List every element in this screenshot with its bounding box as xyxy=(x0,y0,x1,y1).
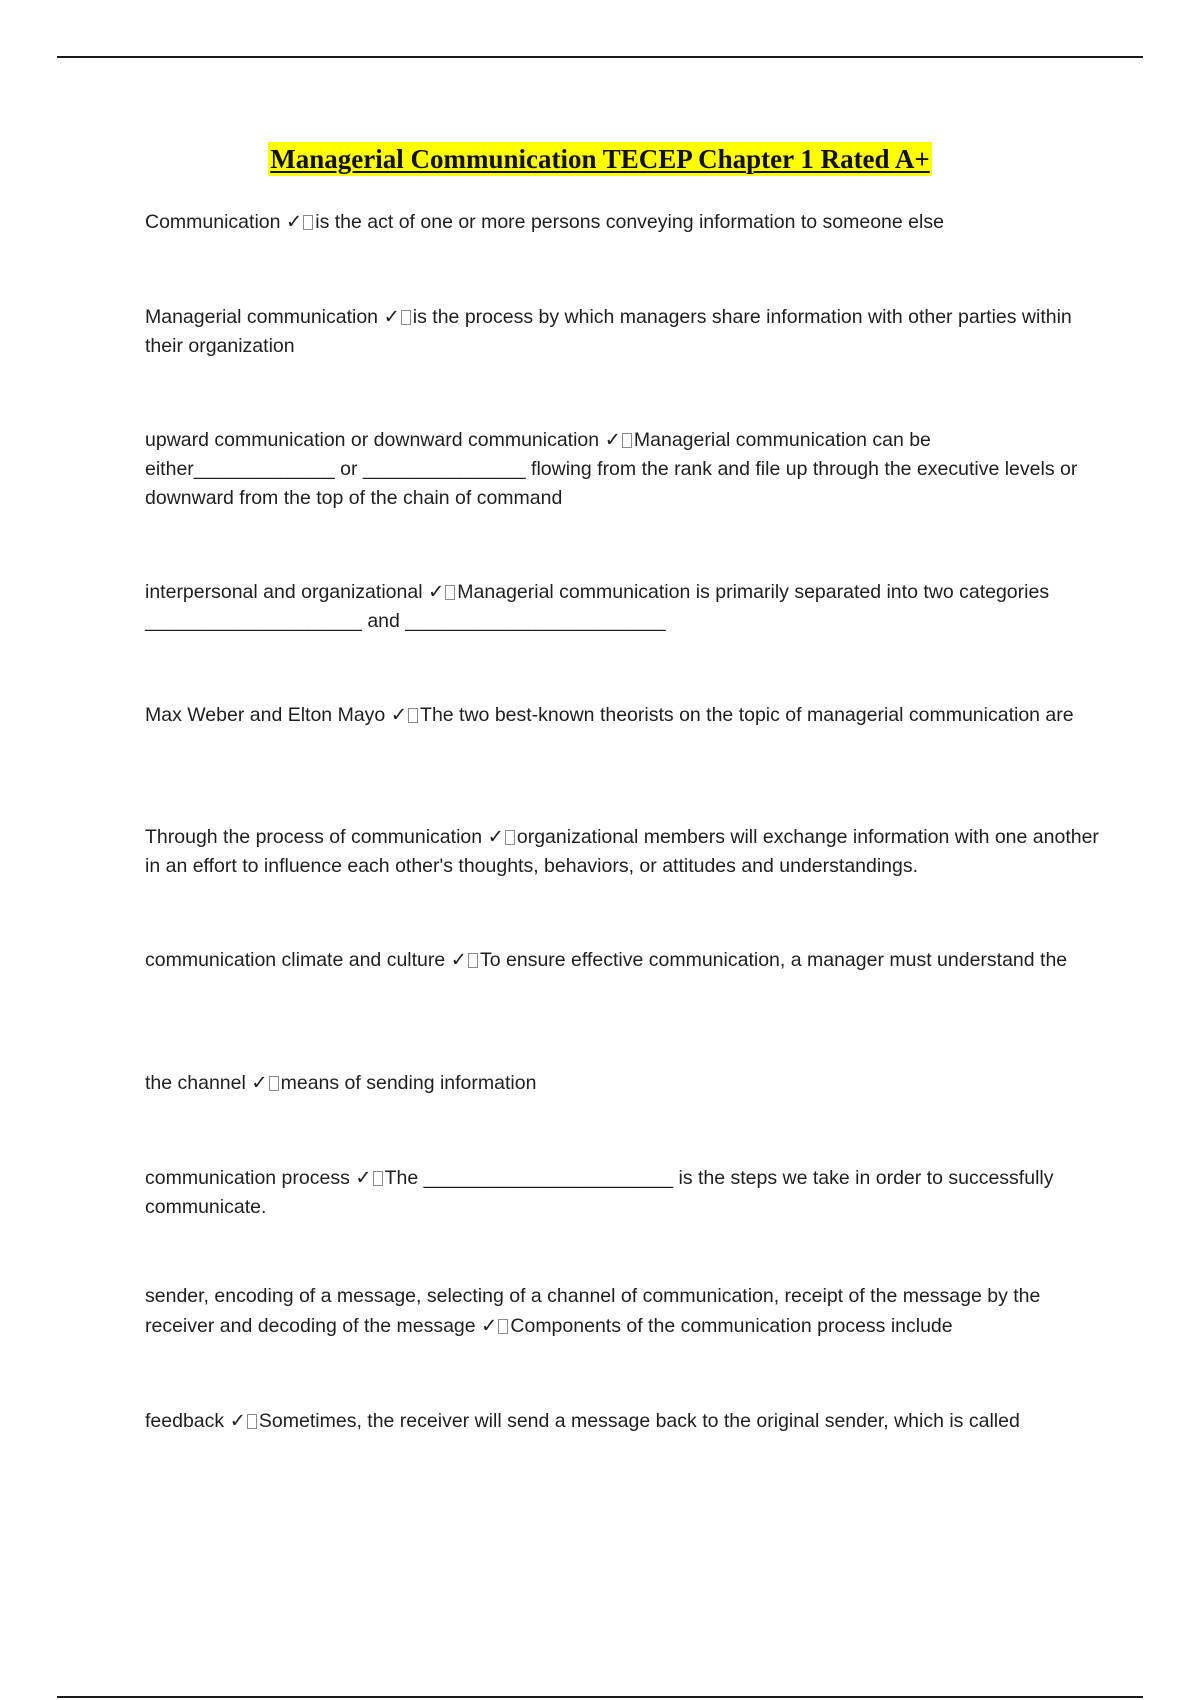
entry-term: upward communication or downward communication xyxy=(145,429,600,451)
check-mark-icon: ✓ xyxy=(427,580,445,603)
flashcard-entry xyxy=(145,1163,1100,1222)
entry-definition: Sometimes, the receiver will send a message back to the original sender, which is called xyxy=(258,1410,1020,1432)
check-mark-icon: ✓ xyxy=(383,305,400,328)
entry-term: communication process xyxy=(145,1167,350,1189)
entry-definition: organizational members will exchange information with one another in an effort to influence each other's thoughts, behaviors, or attitudes and understandings. xyxy=(145,826,1099,877)
missing-glyph-box-icon xyxy=(498,1319,508,1334)
missing-glyph-box-icon xyxy=(373,1171,383,1186)
entry-definition: Managerial communication can be either_____________ or _______________ flowing from the rank and file up through the executive levels or downward from the top of the chain of command xyxy=(145,429,1078,509)
missing-glyph-box-icon xyxy=(622,433,632,448)
flashcard-entry xyxy=(145,1406,1100,1436)
check-mark-icon: ✓ xyxy=(229,1409,246,1432)
check-mark-icon: ✓ xyxy=(481,1314,498,1337)
entry-definition: is the process by which managers share information with other parties within their organization xyxy=(145,306,1072,357)
entry-term: communication climate and culture xyxy=(145,949,446,971)
flashcard-entry xyxy=(145,302,1100,361)
missing-glyph-box-icon xyxy=(401,310,411,325)
entry-term: sender, encoding of a message, selecting of a channel of communication, receipt of the message by the receiver and decoding of the message xyxy=(145,1285,1041,1337)
flashcard-entry xyxy=(145,207,1100,237)
missing-glyph-box-icon xyxy=(247,1414,257,1429)
entry-definition: Components of the communication process include xyxy=(510,1315,953,1337)
bottom-rule xyxy=(57,1696,1143,1698)
check-mark-icon: ✓ xyxy=(285,210,303,233)
check-mark-icon: ✓ xyxy=(604,428,621,451)
missing-glyph-box-icon xyxy=(408,708,418,723)
check-mark-icon: ✓ xyxy=(251,1071,268,1094)
check-mark-icon: ✓ xyxy=(450,948,467,971)
entry-definition: Managerial communication is primarily separated into two categories ____________________ and ________________________ xyxy=(145,581,1050,632)
entry-term: the channel xyxy=(145,1072,246,1094)
missing-glyph-box-icon xyxy=(445,585,455,600)
check-mark-icon: ✓ xyxy=(390,703,408,726)
entry-term: interpersonal and organizational xyxy=(145,581,423,603)
entry-definition: means of sending information xyxy=(280,1072,537,1094)
missing-glyph-box-icon xyxy=(269,1076,279,1091)
missing-glyph-box-icon xyxy=(505,830,515,845)
entry-definition: is the act of one or more persons conveying information to someone else xyxy=(315,211,944,233)
entry-term: Communication xyxy=(145,211,281,233)
flashcard-entry xyxy=(145,577,1100,636)
entry-term: Through the process of communication xyxy=(145,826,483,848)
flashcard-entry xyxy=(145,700,1100,730)
entry-term: Managerial communication xyxy=(145,306,379,328)
document-title: Managerial Communication TECEP Chapter 1 Rated A+ xyxy=(270,144,930,174)
flashcard-entry xyxy=(145,425,1100,513)
entry-definition: The two best-known theorists on the topic of managerial communication are xyxy=(420,704,1074,726)
check-mark-icon: ✓ xyxy=(355,1166,372,1189)
check-mark-icon: ✓ xyxy=(487,825,504,848)
entry-term: Max Weber and Elton Mayo xyxy=(145,704,386,726)
missing-glyph-box-icon xyxy=(303,215,313,230)
entry-definition: The _______________________ is the steps we take in order to successfully communicate. xyxy=(145,1167,1054,1218)
entry-term: feedback xyxy=(145,1410,225,1432)
flashcard-entry xyxy=(145,1282,1100,1341)
entry-definition: To ensure effective communication, a manager must understand the xyxy=(480,949,1068,971)
flashcard-entry xyxy=(145,1068,1100,1098)
flashcard-entry xyxy=(145,822,1100,881)
missing-glyph-box-icon xyxy=(468,953,478,968)
top-rule xyxy=(57,56,1143,58)
title-container xyxy=(0,142,1200,176)
flashcard-entry xyxy=(145,945,1100,975)
